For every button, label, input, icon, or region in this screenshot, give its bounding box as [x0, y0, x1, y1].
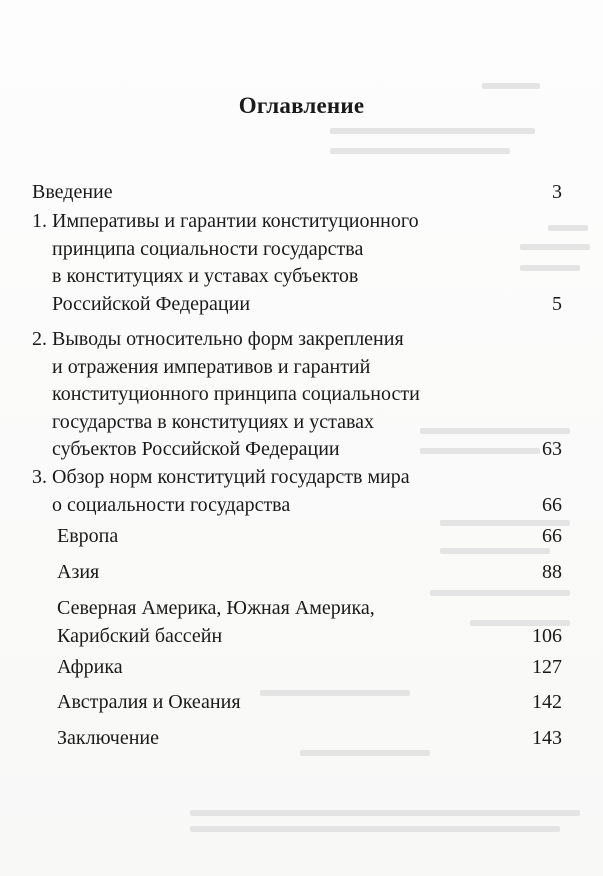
toc-page-number: 142	[532, 691, 562, 713]
toc-entry-australia-oceania	[57, 689, 562, 717]
toc-entry-line: 2. Выводы относительно форм закрепления	[32, 328, 404, 350]
toc-page-number: 3	[552, 181, 562, 203]
toc-entry-conclusion	[57, 725, 562, 753]
toc-entry-line: Северная Америка, Южная Америка,	[57, 597, 375, 619]
toc-title: Оглавление	[238, 93, 365, 118]
toc-page-number: 63	[542, 438, 562, 460]
toc-entry-line: Введение	[32, 181, 113, 203]
toc-entry-line: 3. Обзор норм конституций государств мира	[32, 466, 410, 488]
toc-entry-line: Австралия и Океания	[57, 691, 241, 713]
toc-entry-chapter-2	[32, 326, 562, 464]
toc-entry-line: Азия	[57, 561, 100, 583]
toc-entry-line: и отражения императивов и гарантий	[52, 355, 371, 378]
toc-entry-line: Европа	[57, 525, 119, 547]
toc-entry-asia	[57, 559, 562, 587]
toc-entry-line: в конституциях и уставах субъектов	[52, 265, 359, 287]
toc-page-number: 127	[532, 656, 562, 678]
toc-page-number: 66	[542, 493, 562, 516]
toc-entry-line: государства в конституциях и уставах	[52, 410, 375, 433]
toc-entry-europe	[57, 523, 562, 551]
toc-page-number: 5	[552, 292, 562, 315]
toc-entry-introduction	[32, 179, 562, 207]
toc-entry-africa	[57, 654, 562, 682]
toc-entry-americas	[57, 595, 562, 651]
toc-page-number: 88	[542, 561, 562, 583]
toc-page-number: 106	[532, 624, 562, 647]
toc-entry-line: субъектов Российской Федерации	[52, 438, 340, 460]
toc-entry-chapter-1	[32, 208, 562, 318]
toc-entry-line: Заключение	[57, 727, 159, 749]
toc-entry-line: принципа социальности государства	[52, 237, 364, 260]
toc-page-number: 143	[532, 727, 562, 749]
toc-entry-line: конституционного принципа социальности	[52, 383, 420, 405]
toc-entry-line: Карибский бассейн	[57, 624, 223, 647]
toc-entry-line: Африка	[57, 656, 123, 678]
toc-entry-line: о социальности государства	[52, 493, 291, 516]
toc-entry-line: 1. Императивы и гарантии конституционного	[32, 210, 419, 232]
toc-entry-chapter-3	[32, 464, 562, 520]
toc-page-number: 66	[542, 525, 562, 547]
toc-entry-line: Российской Федерации	[52, 292, 251, 315]
